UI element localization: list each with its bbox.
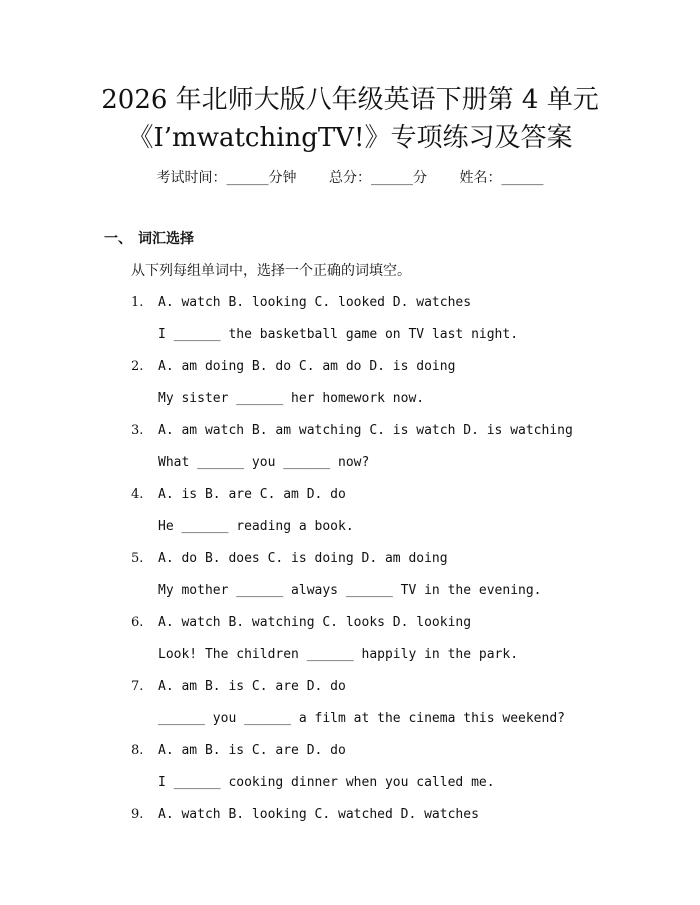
question-options: A. am watch B. am watching C. is watch D. is watching [158,423,573,438]
exam-name: 姓名：______ [459,170,544,186]
question-number: 1. [131,295,144,310]
question-sentence: What ______ you ______ now? [158,455,370,470]
question-sentence: I ______ the basketball game on TV last night. [158,327,519,342]
question-options: A. watch B. watching C. looks D. looking [158,615,472,630]
question-options: A. am B. is C. are D. do [158,679,346,694]
section-heading [104,229,194,249]
section-number: 一、 [104,231,132,247]
question-number: 8. [131,743,144,758]
question-sentence: Look! The children ______ happily in the park. [158,647,519,662]
question-sentence: He ______ reading a book. [158,519,354,534]
document-title-line-2: 《I’mwatchingTV!》专项练习及答案 [127,123,573,153]
question-number: 3. [131,423,144,438]
question-number: 4. [131,487,144,502]
question-number: 6. [131,615,144,630]
question-options: A. is B. are C. am D. do [158,487,346,502]
question-number: 9. [131,807,144,822]
question-options: A. watch B. looking C. looked D. watches [158,295,472,310]
question-options: A. do B. does C. is doing D. am doing [158,551,448,566]
question-number: 7. [131,679,144,694]
question-number: 2. [131,359,144,374]
question-sentence: My mother ______ always ______ TV in the evening. [158,583,542,598]
question-sentence: ______ you ______ a film at the cinema this weekend? [158,711,565,726]
exam-score: 总分：______分 [329,170,427,186]
question-options: A. am B. is C. are D. do [158,743,346,758]
question-options: A. am doing B. do C. am do D. is doing [158,359,456,374]
exam-time: 考试时间：______分钟 [156,170,297,186]
question-sentence: My sister ______ her homework now. [158,391,425,406]
section-title: 词汇选择 [138,231,194,247]
question-number: 5. [131,551,144,566]
question-sentence: I ______ cooking dinner when you called me. [158,775,495,790]
section-instruction: 从下列每组单词中，选择一个正确的词填空。 [131,263,411,279]
document-title-line-1: 2026 年北师大版八年级英语下册第 4 单元 [101,85,599,115]
question-options: A. watch B. looking C. watched D. watches [158,807,479,822]
exam-meta [0,168,700,188]
